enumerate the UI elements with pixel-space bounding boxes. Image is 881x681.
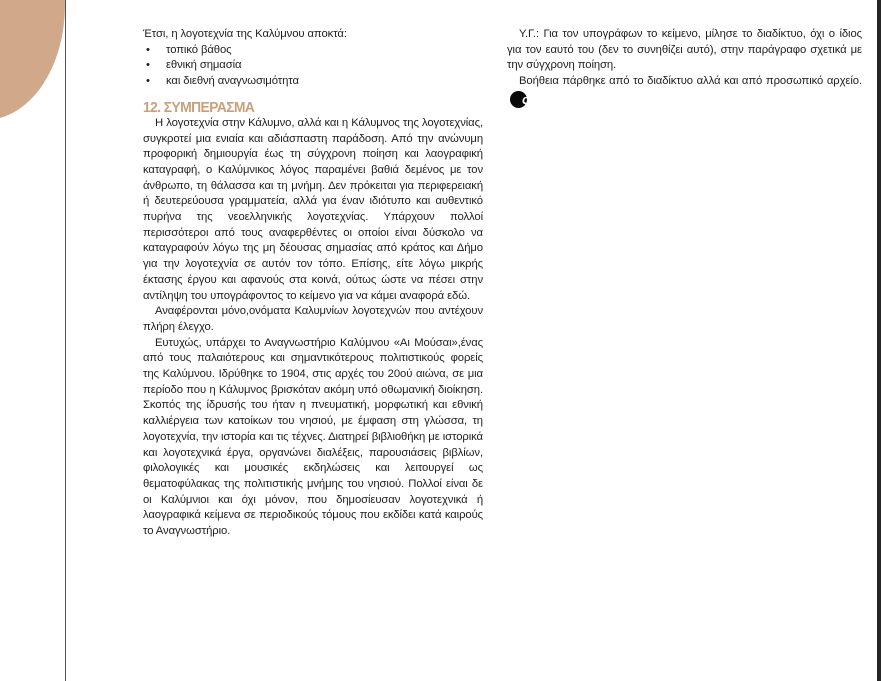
right-page-edge [877,0,881,681]
right-column [507,27,862,108]
sources-text: Βοήθεια πάρθηκε από το διαδίκτυο αλλά και από προσωπικό αρχείο. [519,75,862,88]
decorative-circle [0,0,65,120]
sources-paragraph [507,74,862,108]
section-heading: 12. ΣΥΜΠΕΡΑΣΜΑ [143,98,255,116]
paragraph: Ευτυχώς, υπάρχει το Αναγνωστήριο Καλύμνου «Αι Μούσαι»,ένας από τους παλαιότερους και σημαντικότερους πολιτιστικούς φορείς της Καλύμνου. Ιδρύθηκε το 1904, στις αρχές του 20ού αιώνα, σε μια περίοδο που η Κάλυμνος βρισκόταν ακόμη υπό οθωμανική διοίκηση. Σκοπός της ίδρυσής του ήταν η πνευματική, μορφωτική και εθνική καλλιέργεια των κατοίκων του νησιού, με έμφαση στη γλώσσα, τη λογοτεχνία, την ιστορία και τις τέχνες. Διατηρεί βιβλιοθήκη με ιστορικά και λογοτεχνικά έργα, οργανώνει διαλέξεις, παρουσιάσεις βιβλίων, φιλολογικές και μουσικές εκδηλώσεις και λειτουργεί ως θεματοφύλακας της πολιτιστικής μνήμης του νησιού. Πολλοί είναι δε οι Καλύμνιοι και όχι μόνον, που δημοσίευσαν λογοτεχνικά ή λαογραφικά κείμενα σε περιοδικούς τόμους που εκδίδει κατά καιρούς το Αναγνωστήριο. [143,336,483,538]
left-margin-rule [65,0,66,681]
postscript-paragraph: Υ.Γ.: Για τον υπογράφων το κείμενο, μίλησε το διαδίκτυο, όχι ο ίδιος για τον εαυτό του (δεν το συνηθίζει αυτό), στην παράγραφο σχετικά με την σύγχρονη ποίηση. [507,28,862,72]
bullet-list [143,43,483,90]
intro-text: Έτσι, η λογοτεχνία της Καλύμνου αποκτά: [143,28,347,40]
paragraph: Αναφέρονται μόνο,ονόματα Καλυμνίων λογοτεχνών που αντέχουν πλήρη έλεγχο. [143,305,483,333]
left-column [143,27,483,540]
end-of-article-icon: ς [510,91,527,108]
paragraph: Η λογοτεχνία στην Κάλυμνο, αλλά και η Κάλυμνος της λογοτεχνίας, συγκροτεί μια ενιαία και αδιάσπαστη παράδοση. Από την ανώνυμη προφορική δημιουργία έως τη σύγχρονη ποίηση και λαογραφική καταγραφή, ο Καλύμνικος λόγος παραμένει βαθιά δεμένος με τον άνθρωπο, τη θάλασσα και τη μνήμη. Δεν πρόκειται για περιφερειακή ή δευτερεύουσα γραμματεία, αλλά για έναν ιδιότυπο και αυθεντικό πυρήνα της νεοελληνικής λογοτεχνίας. Υπάρχουν πολλοί περισσότεροι από τους αναφερθέντες οι οποίοι είναι δύσκολο να καταγραφούν λόγω της μη δέουσας σημασίας από κράτος και Δήμο για την λογοτεχνία σε αυτόν τον τόπο. Επίσης, είτε λόγω μικρής έκτασης έργου και αφανούς στα κοινά, ούτως ώστε να πέσει στην αντίληψη του υπογράφοντος το κείμενο για να κάμει αναφορά εδώ. [143,116,483,302]
bullet-item: • εθνική σημασία [143,58,483,74]
bullet-item: • και διεθνή αναγνωσιμότητα [143,74,483,90]
bullet-item: • τοπικό βάθος [143,43,483,59]
